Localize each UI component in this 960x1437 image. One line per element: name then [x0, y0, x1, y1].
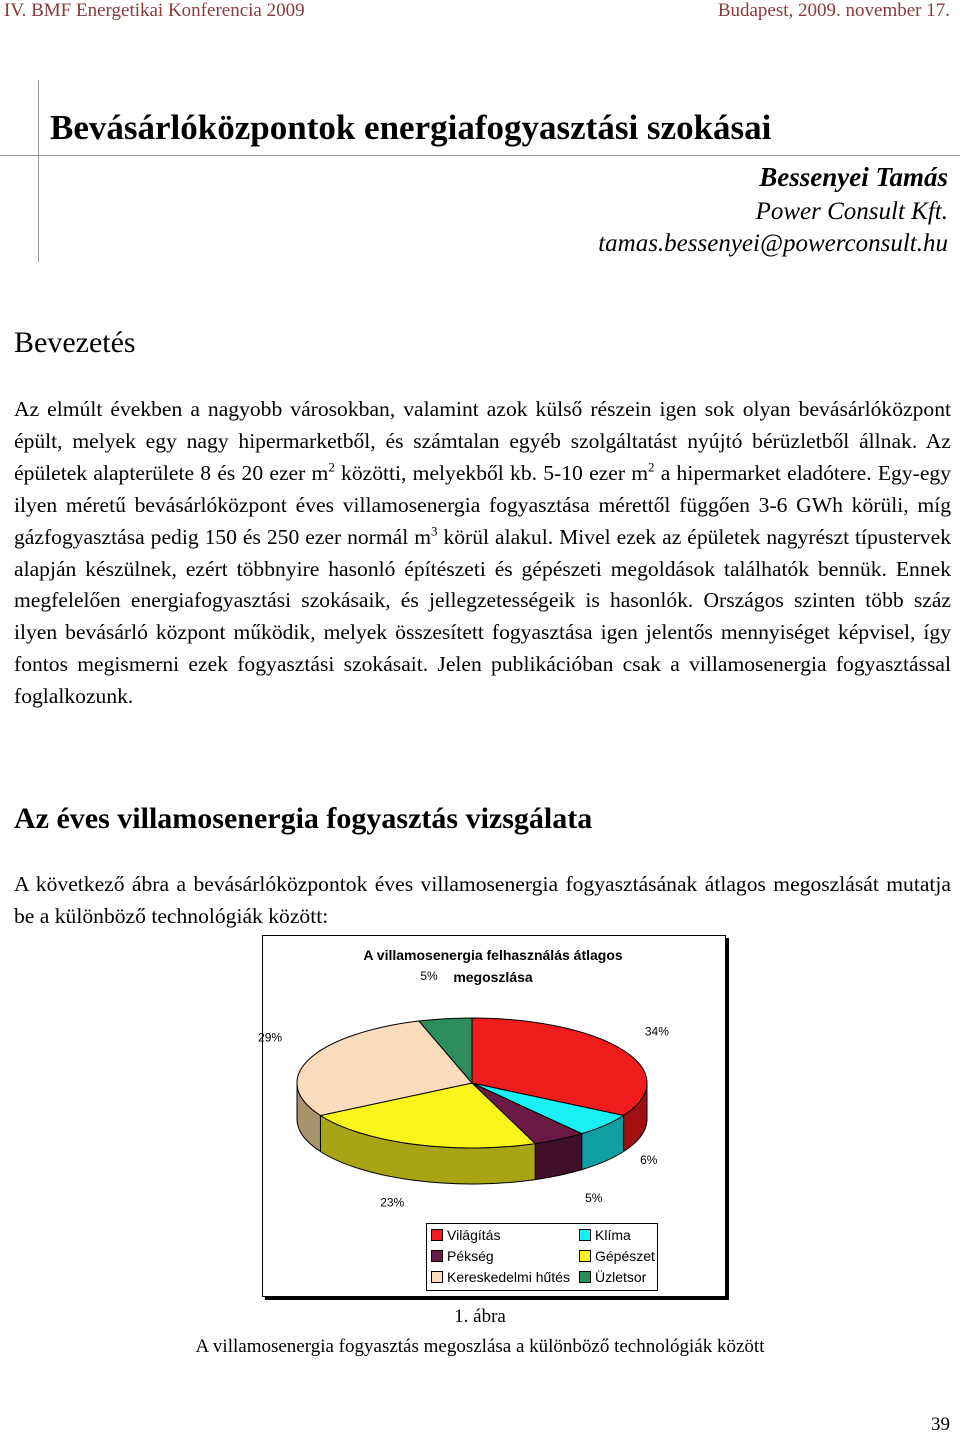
- author-company: Power Consult Kft.: [755, 198, 948, 225]
- chart-title-line2: megoszlása: [453, 969, 533, 985]
- author-name: Bessenyei Tamás: [759, 162, 948, 192]
- legend-item-kereskedelmi-hutes: Kereskedelmi hűtés: [431, 1269, 570, 1285]
- paper-title: Bevásárlóközpontok energiafogyasztási szokásai: [50, 108, 772, 147]
- chart-legend: [426, 1223, 658, 1291]
- legend-swatch: [431, 1250, 443, 1262]
- pie-label-5: 5%: [420, 969, 438, 984]
- header-conference: IV. BMF Energetikai Konferencia 2009: [4, 0, 305, 21]
- pie-label-0: 34%: [644, 1024, 669, 1039]
- header-divider-vertical: [38, 80, 39, 262]
- header-date: Budapest, 2009. november 17.: [717, 0, 950, 21]
- legend-item-uzletsor: Üzletsor: [579, 1269, 646, 1285]
- legend-swatch: [431, 1229, 443, 1241]
- intro-paragraph: Az elmúlt években a nagyobb városokban, valamint azok külső részein igen sok olyan bevásárlóközpont épült, melyek egy nagy hipermarketből, és számtalan egyéb szolgáltatást nyújtó bérüzletből állnak. Az épületek alapterülete 8 és 20 ezer $m^2$ közötti, melyekből kb. 5-10 ezer $m^2$ a hipermarket eladótere. Egy-egy ilyen méretű bevásárlóközpont éves villamosenergia fogyasztása mérettől függően 3-6 GWh körüli, míg gázfogyasztása pedig 150 és 250 ezer normál $m^3$ körül alakul. Mivel ezek az épületek nagyrészt típustervek alapján készülnek, ezért többnyire hasonló építészeti és gépészeti megoldások találhatók bennük. Ennek megfelelően energiafogyasztási szokásaik, és jellegzetességeik is hasonlók. Országos szinten több száz ilyen bevásárló központ működik, melyek összesített fogyasztása igen jelentős mennyiséget képvisel, így fontos megismerni ezek fogyasztási szokásait. Jelen publikációban csak a villamosenergia fogyasztással foglalkozunk.: [14, 397, 952, 709]
- legend-swatch: [579, 1271, 591, 1283]
- figure-caption: A villamosenergia fogyasztás megoszlása a különböző technológiák között: [195, 1336, 765, 1357]
- pie-chart: [258, 935, 724, 1225]
- page-number: 39: [931, 1414, 950, 1435]
- section-heading-intro: Bevezetés: [14, 326, 136, 359]
- legend-item-vilagitas: Világítás: [431, 1227, 500, 1243]
- legend-swatch: [431, 1271, 443, 1283]
- legend-item-gepeszet: Gépészet: [579, 1248, 655, 1264]
- pie-label-2: 5%: [585, 1191, 603, 1206]
- legend-item-klima: Klíma: [579, 1227, 631, 1243]
- legend-swatch: [579, 1229, 591, 1241]
- header-divider-horizontal: [0, 155, 960, 156]
- chart-title-line1: A villamosenergia felhasználás átlagos: [363, 947, 623, 963]
- figure-number: 1. ábra: [454, 1306, 506, 1327]
- legend-item-pekseg: Pékség: [431, 1248, 494, 1264]
- pie-tops: [297, 1018, 647, 1148]
- legend-swatch: [579, 1250, 591, 1262]
- section-heading-analysis: Az éves villamosenergia fogyasztás vizsgálata: [14, 802, 593, 835]
- pie-label-3: 23%: [380, 1195, 405, 1210]
- pie-label-4: 29%: [258, 1030, 283, 1045]
- author-email: tamas.bessenyei@powerconsult.hu: [598, 230, 948, 257]
- analysis-paragraph: A következő ábra a bevásárlóközpontok éves villamosenergia fogyasztásának átlagos megoszlását mutatja be a különböző technológiák között:: [14, 872, 951, 928]
- pie-label-1: 6%: [640, 1152, 658, 1167]
